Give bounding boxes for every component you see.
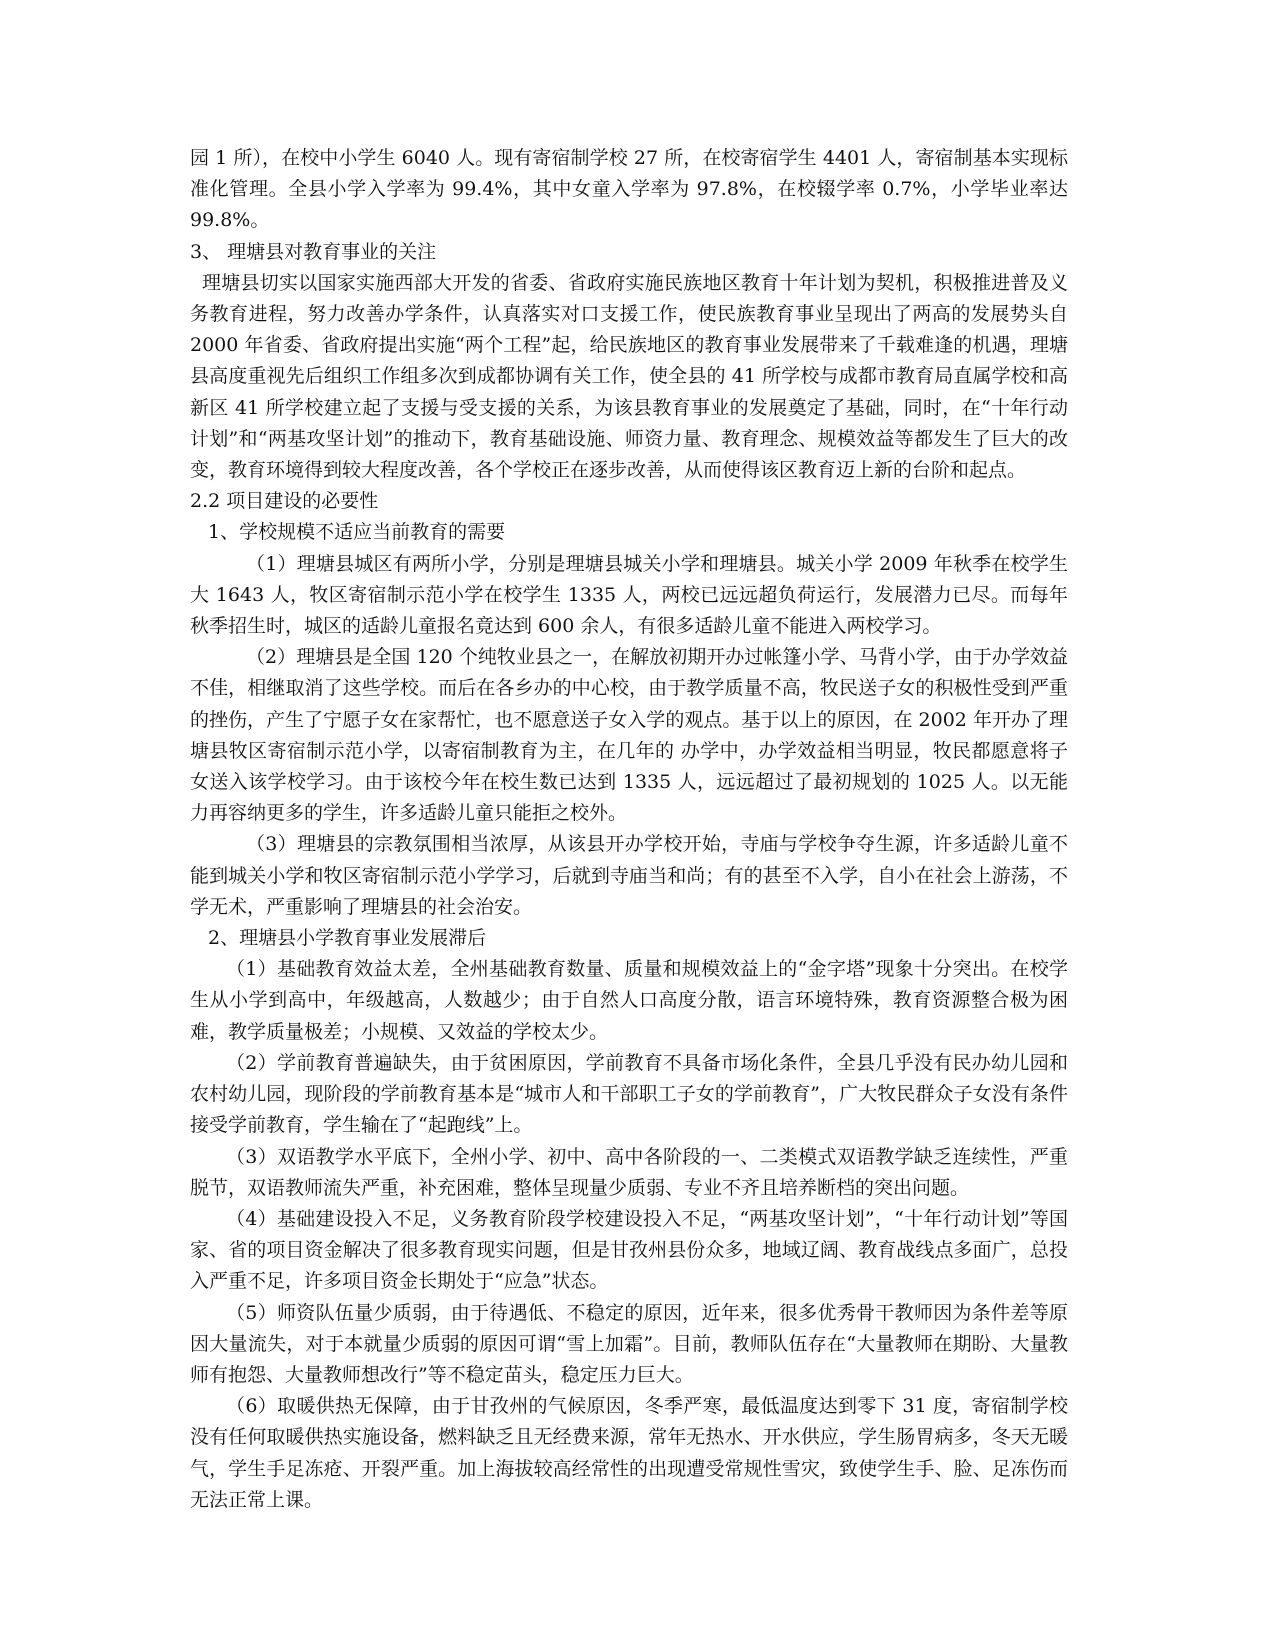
paragraph-item-1-1: （1）理塘县城区有两所小学，分别是理塘县城关小学和理塘县。城关小学 2009 年秋季在校学生大 1643 人，牧区寄宿制示范小学在校学生 1335 人，两校已远远超负荷运行，发展潜力已尽。而每年秋季招生时，城区的适龄儿童报名竟达到 600 余人，有很多适龄儿童不能进入两校学习。 bbox=[190, 552, 1068, 638]
subheading-education-lagging: 2、理塘县小学教育事业发展滞后 bbox=[208, 927, 487, 950]
paragraph-item-1-3: （3）理塘县的宗教氛围相当浓厚，从该县开办学校开始，寺庙与学校争夺生源，许多适龄儿童不能到城关小学和牧区寄宿制示范小学学习，后就到寺庙当和尚；有的甚至不入学，自小在社会上游荡，不学无术，严重影响了理塘县的社会治安。 bbox=[190, 833, 1068, 918]
paragraph-item-2-2: （2）学前教育普遍缺失，由于贫困原因，学前教育不具备市场化条件，全县几乎没有民办幼儿园和农村幼儿园，现阶段的学前教育基本是“城市人和干部职工子女的学前教育”，广大牧民群众子女没有条件接受学前教育，学生输在了“起跑线”上。 bbox=[190, 1051, 1068, 1137]
paragraph-enrollment-stats: 园 1 所），在校中小学生 6040 人。现有寄宿制学校 27 所，在校寄宿学生 4401 人，寄宿制基本实现标准化管理。全县小学入学率为 99.4%，其中女童入学率为 97.8%，在校辍学率 0.7%，小学毕业率达 99.8%。 bbox=[190, 147, 1068, 232]
paragraph-item-2-3: （3）双语教学水平底下，全州小学、初中、高中各阶段的一、二类模式双语教学缺乏连续性，严重脱节，双语教师流失严重，补充困难，整体呈现量少质弱、专业不齐且培养断档的突出问题。 bbox=[190, 1145, 1068, 1199]
document-page bbox=[190, 143, 1068, 1516]
subheading-school-scale: 1、学校规模不适应当前教育的需要 bbox=[208, 521, 506, 544]
paragraph-item-2-6: （6）取暖供热无保障，由于甘孜州的气候原因，冬季严寒，最低温度达到零下 31 度，寄宿制学校没有任何取暖供热实施设备，燃料缺乏且无经费来源，常年无热水、开水供应，学生肠胃病多，冬天无暖气，学生手足冻疮、开裂严重。加上海拔较高经常性的出现遭受常规性雪灾，致使学生手、脸、足冻伤而无法正常上课。 bbox=[190, 1395, 1068, 1511]
paragraph-item-1-2: （2）理塘县是全国 120 个纯牧业县之一，在解放初期开办过帐篷小学、马背小学，由于办学效益不佳，相继取消了这些学校。而后在各乡办的中心校，由于教学质量不高，牧民送子女的积极性受到严重的挫伤，产生了宁愿子女在家帮忙，也不愿意送子女入学的观点。基于以上的原因，在 2002 年开办了理塘县牧区寄宿制示范小学，以寄宿制教育为主，在几年的 办学中，办学效益相当明显，牧民都愿意将子女送入该学校学习。由于该校今年在校生数已达到 1335 人，远远超过了最初规划的 1025 人。以无能力再容纳更多的学生，许多适龄儿童只能拒之校外。 bbox=[190, 646, 1068, 825]
paragraph-item-2-5: （5）师资队伍量少质弱，由于待遇低、不稳定的原因，近年来，很多优秀骨干教师因为条件差等原因大量流失，对于本就量少质弱的原因可谓“雪上加霜”。目前，教师队伍存在“大量教师在期盼、大量教师有抱怨、大量教师想改行”等不稳定苗头，稳定压力巨大。 bbox=[190, 1301, 1068, 1386]
section-heading-2-2: 2.2 项目建设的必要性 bbox=[190, 490, 379, 513]
paragraph-county-attention: 理塘县切实以国家实施西部大开发的省委、省政府实施民族地区教育十年计划为契机，积极推进普及义务教育进程，努力改善办学条件，认真落实对口支援工作，使民族教育事业呈现出了两高的发展势头自 2000 年省委、省政府提出实施“两个工程”起，给民族地区的教育事业发展带来了千载难逢的机遇，理塘县高度重视先后组织工作组多次到成都协调有关工作，使全县的 41 所学校与成都市教育局直属学校和高新区 41 所学校建立起了支援与受支援的关系，为该县教育事业的发展奠定了基础，同时，在“十年行动计划”和“两基攻坚计划”的推动下，教育基础设施、师资力量、教育理念、规模效益等都发生了巨大的改变，教育环境得到较大程度改善，各个学校正在逐步改善，从而使得该区教育迈上新的台阶和起点。 bbox=[190, 271, 1068, 482]
heading-county-attention: 3、 理塘县对教育事业的关注 bbox=[190, 240, 437, 263]
paragraph-item-2-4: （4）基础建设投入不足，义务教育阶段学校建设投入不足，“两基攻坚计划”，“十年行动计划”等国家、省的项目资金解决了很多教育现实问题，但是甘孜州县份众多，地域辽阔、教育战线点多面广，总投入严重不足，许多项目资金长期处于“应急”状态。 bbox=[190, 1207, 1068, 1293]
paragraph-item-2-1: （1）基础教育效益太差，全州基础教育数量、质量和规模效益上的“金字塔”现象十分突出。在校学生从小学到高中，年级越高，人数越少；由于自然人口高度分散，语言环境特殊，教育资源整合极为困难，教学质量极差；小规模、又效益的学校太少。 bbox=[190, 958, 1068, 1043]
